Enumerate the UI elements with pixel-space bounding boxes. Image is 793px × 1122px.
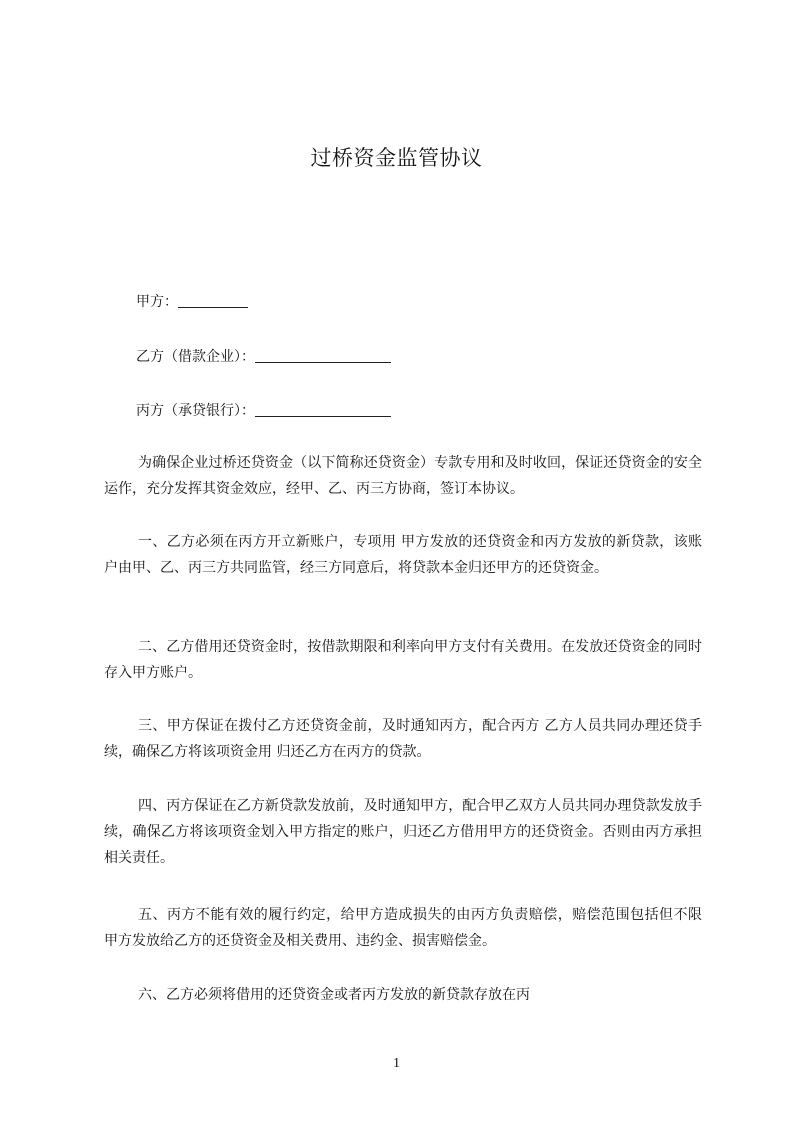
party-b-line bbox=[136, 346, 391, 366]
paragraph-clause-3: 三、甲方保证在拨付乙方还贷资金前，及时通知丙方，配合丙方 乙方人员共同办理还贷手续，确保乙方将该项资金用 归还乙方在丙方的贷款。 bbox=[104, 718, 702, 760]
party-b-blank bbox=[255, 348, 391, 363]
paragraph-clause-4: 四、丙方保证在乙方新贷款发放前，及时通知甲方，配合甲乙双方人员共同办理贷款发放手续，确保乙方将该项资金划入甲方指定的账户，归还乙方借用甲方的还贷资金。否则由丙方承担相关责任。 bbox=[104, 798, 702, 866]
party-c-blank bbox=[255, 402, 391, 417]
paragraph-preamble: 为确保企业过桥还贷资金（以下简称还贷资金）专款专用和及时收回，保证还贷资金的安全运作，充分发挥其资金效应，经甲、乙、丙三方协商，签订本协议。 bbox=[104, 455, 702, 497]
party-b-label: 乙方（借款企业）： bbox=[136, 349, 255, 365]
page-number: 1 bbox=[393, 1056, 400, 1071]
party-a-label: 甲方： bbox=[136, 294, 178, 310]
party-c-label: 丙方（承贷银行）： bbox=[136, 403, 255, 419]
paragraph-clause-5: 五、丙方不能有效的履行约定，给甲方造成损失的由丙方负责赔偿，赔偿范围包括但不限 甲方发放给乙方的还贷资金及相关费用、违约金、损害赔偿金。 bbox=[104, 907, 702, 949]
party-c-line bbox=[136, 400, 391, 420]
party-a-blank bbox=[178, 293, 248, 308]
paragraph-clause-6: 六、乙方必须将借用的还贷资金或者丙方发放的新贷款存放在丙 bbox=[138, 987, 530, 1003]
paragraph-clause-1: 一、乙方必须在丙方开立新账户，专项用 甲方发放的还贷资金和丙方发放的新贷款，该账户由甲、乙、丙三方共同监管，经三方同意后，将贷款本金归还甲方的还贷资金。 bbox=[104, 534, 702, 576]
party-a-line bbox=[136, 291, 248, 311]
document-title: 过桥资金监管协议 bbox=[310, 146, 483, 170]
paragraph-clause-2: 二、乙方借用还贷资金时，按借款期限和利率向甲方支付有关费用。在发放还贷资金的同时存入甲方账户。 bbox=[104, 639, 702, 681]
